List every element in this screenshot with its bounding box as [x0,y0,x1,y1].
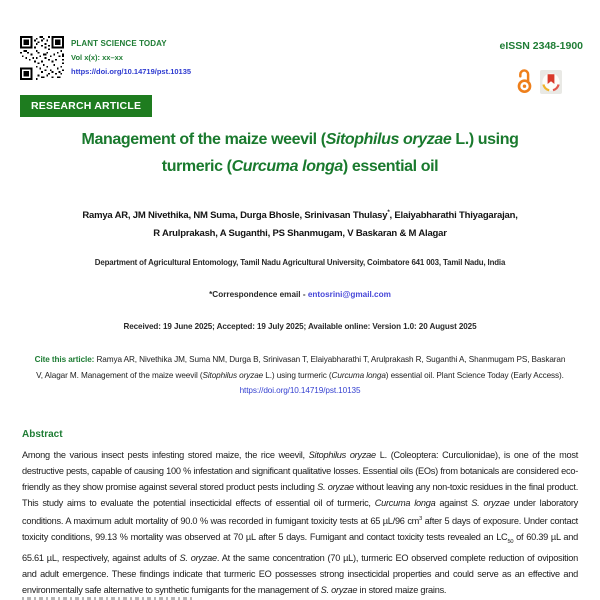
text-segment: R Arulprakash, A Suganthi, PS Shanmugam, V Baskaran & M Alagar [153,228,447,240]
citation [34,352,566,399]
email-link[interactable]: entosrini@gmail.com [307,290,391,299]
text-segment: L.) using [451,131,519,148]
text-segment: Curcuma longa [331,370,386,380]
text-segment: Ramya AR, Nivethika JM, Suma NM, Durga B, Srinivasan T, Elaiyabharathi T, Arulprakash R, Suganthi A, Shanmugam PS, Baskaran V, Alagar M. Management of the maize weevil ( [36,355,566,380]
text-segment: L.) using turmeric ( [263,370,332,380]
text-segment: Management of the maize weevil ( [81,131,326,148]
text-segment: 50 [507,538,514,545]
volume-info: Vol x(x): xx–xx [71,53,123,62]
abstract-text [22,447,578,598]
text-segment: S. oryzae [179,552,217,563]
text-segment: . At the same concentration (70 µL), turmeric EO observed complete reduction of oviposition and adult emergence. These findings indicate that turmeric EO possesses strong insecticidal properties and could serve as an effective and environmentally safe alternative to synthetic fumigants for the management of [22,552,578,595]
text-segment: , Elaiyabharathi Thiyagarajan, [389,210,518,222]
affiliation: Department of Agricultural Entomology, Tamil Nadu Agricultural University, Coimbatore 641 003, Tamil Nadu, India [94,258,506,267]
citation-text [35,355,566,380]
authors [0,204,600,243]
title-line-2 [0,153,600,180]
title-line-1 [0,126,600,153]
text-segment: against [435,498,472,508]
article-title [0,126,600,180]
text-segment: 3 [419,516,422,522]
text-segment: ) essential oil. Plant Science Today (Early Access). [385,370,564,380]
correspondence [0,290,600,299]
text-segment: Sitophilus oryzae [325,131,452,148]
dates-line: Received: 19 June 2025; Accepted: 19 July 2025; Available online: Version 1.0: 20 August 2025 [123,322,477,331]
text-segment: in stored maize grains. [357,584,447,595]
text-segment: S. oryzae [471,498,510,508]
header-icons [515,67,562,94]
text-segment: Among the various insect pests infesting stored maize, the rice weevil, [22,450,309,460]
text-segment: Curcuma longa [231,158,343,175]
text-segment: without leaving any non-toxic residues in the final product. This study aims to evaluate the potential insecticidal effects of essential oil of turmeric, [22,482,578,508]
open-access-icon [515,67,534,94]
text-segment: ) essential oil [342,158,439,175]
text-segment: *Correspondence email - [209,290,308,299]
clipped-next-line [22,597,192,600]
abstract-heading: Abstract [22,429,63,440]
citation-doi-link[interactable]: https://doi.org/10.14719/pst.10135 [239,386,361,395]
text-segment: S. oryzae [317,482,354,492]
text-segment: of 60.39 µL and 65.61 µL, respectively, against adults of [22,532,578,563]
text-segment: * [387,209,390,216]
crossmark-icon [540,70,562,94]
text-segment: Ramya AR, JM Nivethika, NM Suma, Durga Bhosle, Srinivasan Thulasy [82,210,388,222]
text-segment: L. (Coleoptera: Curculionidae), is one of the most destructive pests, capable of causing 100 % infestation and significant qualitative losses. Essential oils (EOs) from botanicals are considered eco-friendly as they show promise against several stored product pests including [22,450,579,492]
eissn: eISSN 2348-1900 [499,40,583,52]
text-segment: Sitophilus oryzae [202,370,264,380]
doi-link[interactable]: https://doi.org/10.14719/pst.10135 [71,67,192,76]
text-segment: turmeric ( [161,158,232,175]
text-segment: S. oryzae [320,584,358,595]
journal-name: PLANT SCIENCE TODAY [71,39,167,48]
text-segment: after 5 days of exposure. Under contact toxicity conditions, 99.13 % mortality was observed at 70 µL after 5 days. Fumigant and contact toxicity tests revealed an LC [22,516,578,543]
qr-code-icon [20,36,64,80]
text-segment: under laboratory conditions. A maximum adult mortality of 90.0 % was recorded in fumigant toxicity tests at 65 µL/96 cm [22,498,579,527]
text-segment: Curcuma longa [374,498,436,508]
authors-line-2 [0,225,600,243]
text-segment: Sitophilus oryzae [308,450,376,460]
cite-label: Cite this article: [34,355,97,364]
authors-line-1 [0,204,600,225]
journal-meta [71,39,191,76]
article-type-badge: RESEARCH ARTICLE [20,95,152,117]
